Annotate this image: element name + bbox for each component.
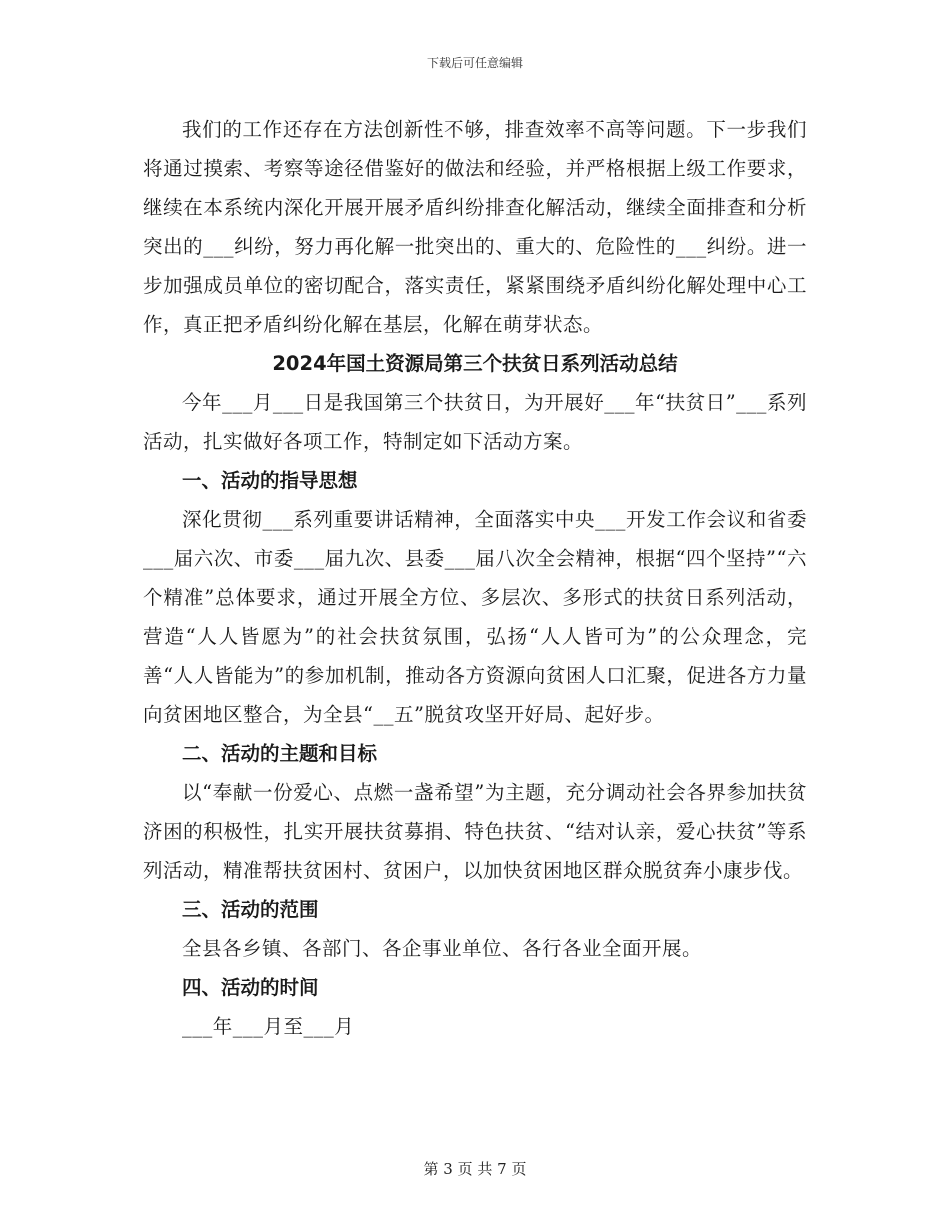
document-body	[143, 110, 807, 1046]
section-heading-time: 四、活动的时间	[182, 976, 319, 999]
section-text-scope: 全县各乡镇、各部门、各企事业单位、各行各业全面开展。	[182, 937, 703, 960]
section-text-guiding-ideology: 深化贯彻___系列重要讲话精神，全面落实中央___开发工作会议和省委___届六次、市委___届九次、县委___届八次全会精神，根据“四个坚持”“六个精准”总体要求，通过开展全方位、多层次、多形式的扶贫日系列活动，营造“人人皆愿为”的社会扶贫氛围，弘扬“人人皆可为”的公众理念，完善“人人皆能为”的参加机制，推动各方资源向贫困人口汇聚，促进各方力量向贫困地区整合，为全县“__五”脱贫攻坚开好局、起好步。	[143, 508, 807, 726]
opening-paragraph: 今年___月___日是我国第三个扶贫日，为开展好___年“扶贫日”___系列活动，扎实做好各项工作，特制定如下活动方案。	[143, 391, 807, 453]
page-number: 第 3 页 共 7 页	[423, 1160, 527, 1178]
section-heading-theme-goals: 二、活动的主题和目标	[182, 742, 378, 765]
section-text-time: ___年___月至___月	[182, 1015, 355, 1038]
section-text-theme-goals: 以“奉献一份爱心、点燃一盏希望”为主题，充分调动社会各界参加扶贫济困的积极性，扎实开展扶贫募捐、特色扶贫、“结对认亲，爱心扶贫”等系列活动，精准帮扶贫困村、贫困户，以加快贫困地区群众脱贫奔小康步伐。	[143, 781, 807, 882]
header-note: 下载后可任意编辑	[426, 56, 523, 70]
section-heading-guiding-ideology: 一、活动的指导思想	[182, 469, 358, 492]
intro-paragraph: 我们的工作还存在方法创新性不够，排查效率不高等问题。下一步我们将通过摸索、考察等途径借鉴好的做法和经验，并严格根据上级工作要求，继续在本系统内深化开展开展矛盾纠纷排查化解活动，继续全面排查和分析突出的___纠纷，努力再化解一批突出的、重大的、危险性的___纠纷。进一步加强成员单位的密切配合，落实责任，紧紧围绕矛盾纠纷化解处理中心工作，真正把矛盾纠纷化解在基层，化解在萌芽状态。	[143, 118, 807, 336]
document-title: 2024年国土资源局第三个扶贫日系列活动总结	[272, 352, 678, 375]
section-heading-scope: 三、活动的范围	[182, 898, 319, 921]
